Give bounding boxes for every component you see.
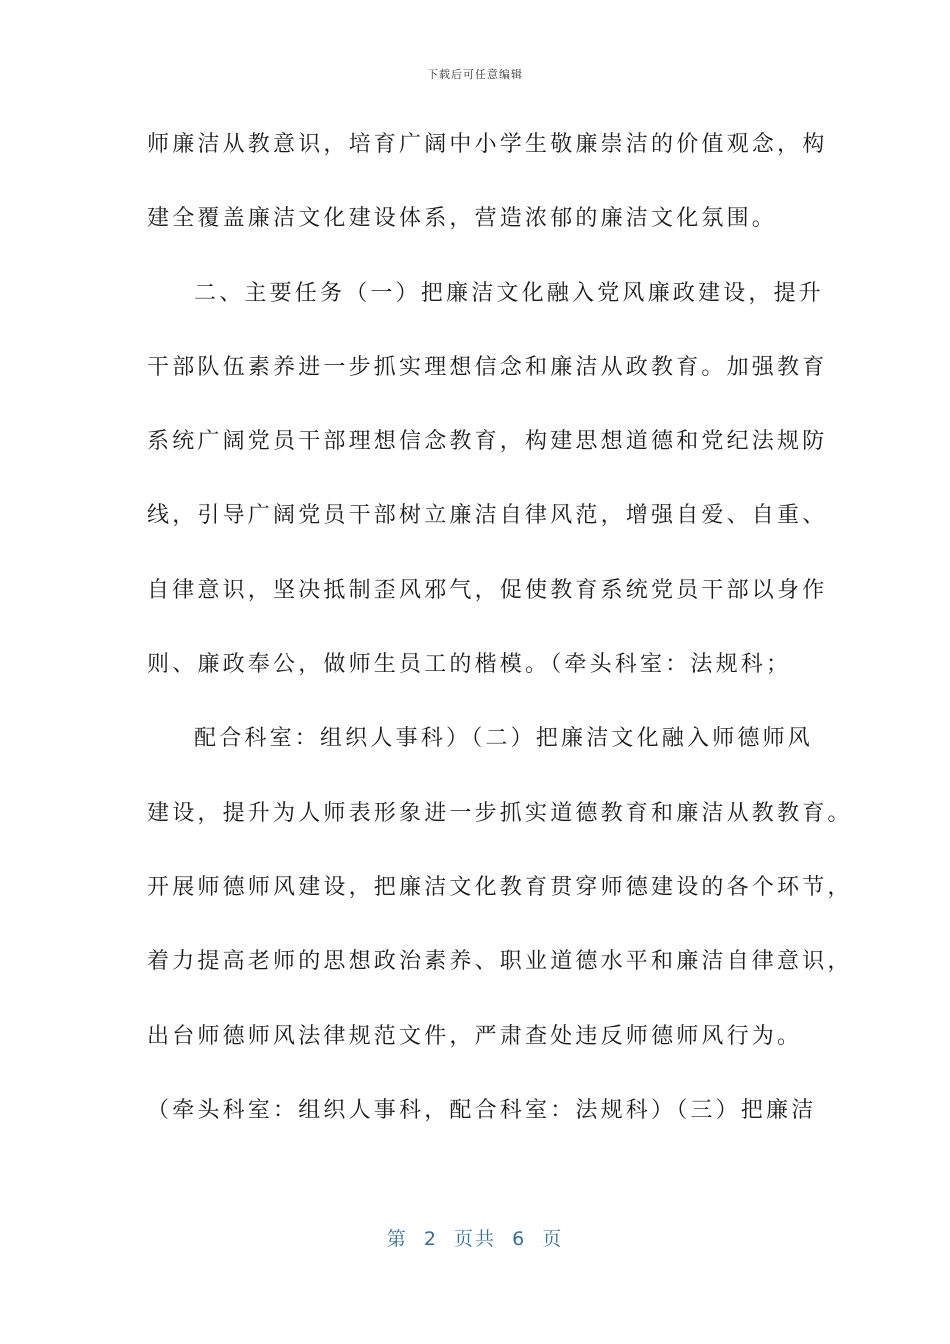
body-line: 系统广阔党员干部理想信念教育，构建思想道德和党纪法规防 — [147, 429, 828, 455]
body-line: 干部队伍素养进一步抓实理想信念和廉洁从政教育。加强教育 — [147, 354, 828, 380]
body-line: 二、主要任务（一）把廉洁文化融入党风廉政建设，提升 — [194, 280, 825, 306]
body-line: 着力提高老师的思想政治素养、职业道德水平和廉洁自律意识， — [147, 949, 853, 975]
document-body — [147, 122, 853, 1162]
body-line: 自律意识，坚决抵制歪风邪气，促使教育系统党员干部以身作 — [147, 577, 828, 603]
body-line: 出台师德师风法律规范文件，严肃查处违反师德师风行为。 — [147, 1023, 803, 1049]
body-line: 配合科室：组织人事科）（二）把廉洁文化融入师德师风 — [194, 726, 814, 752]
body-line: 师廉洁从教意识，培育广阔中小学生敬廉崇洁的价值观念，构 — [147, 132, 828, 157]
page-header: 下载后可任意编辑 — [427, 68, 523, 81]
body-line: （牵头科室：组织人事科，配合科室：法规科）（三）把廉洁 — [147, 1097, 817, 1123]
body-line: 建设，提升为人师表形象进一步抓实道德教育和廉洁从教教育。 — [147, 800, 853, 826]
body-line: 开展师德师风建设，把廉洁文化教育贯穿师德建设的各个环节， — [147, 874, 853, 900]
page-number-footer: 第 2 页共 6 页 — [386, 1228, 564, 1250]
body-line: 建全覆盖廉洁文化建设体系，营造浓郁的廉洁文化氛围。 — [147, 206, 778, 232]
body-line: 线，引导广阔党员干部树立廉洁自律风范，增强自爱、自重、 — [147, 503, 828, 529]
body-line: 则、廉政奉公，做师生员工的楷模。（牵头科室：法规科； — [147, 652, 792, 678]
